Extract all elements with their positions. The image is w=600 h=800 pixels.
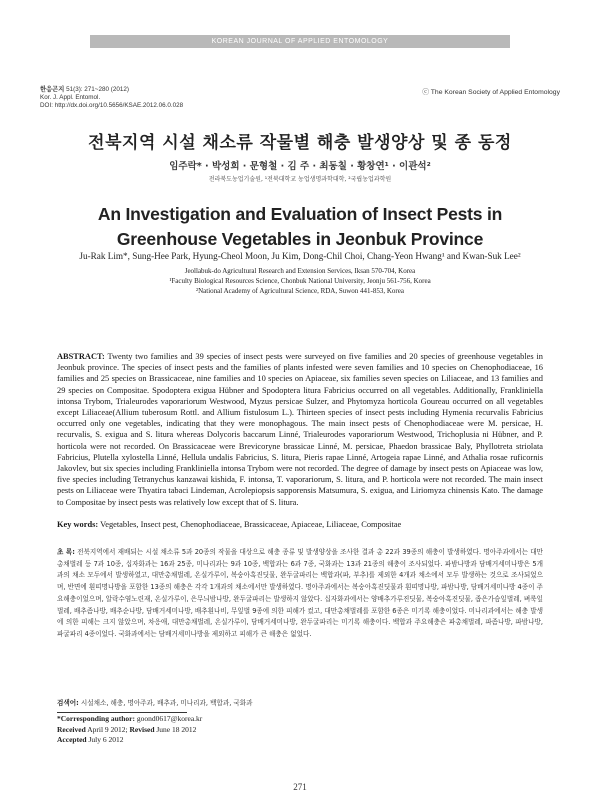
korean-abstract: [57, 547, 543, 641]
copyright-notice: ⓒ The Korean Society of Applied Entomology: [422, 89, 560, 96]
abstract-label: ABSTRACT:: [57, 352, 105, 361]
citation-ko-rest: 51(3): 271~280 (2012): [64, 86, 129, 93]
affiliation-line: ¹Faculty Biological Resources Science, Chonbuk National University, Jeonju 561-756, Korea: [169, 277, 431, 285]
english-authors: Ju-Rak Lim*, Sung-Hee Park, Hyung-Cheol Moon, Ju Kim, Dong-Chil Choi, Chang-Yeon Hwang¹ and Kwan-Suk Lee²: [79, 251, 521, 261]
accepted-label: Accepted: [57, 735, 87, 744]
keywords-label: Key words:: [57, 520, 99, 529]
korean-authors: 임주락* · 박성희 · 문형철 · 김 주 · 최동칠 · 황창연¹ · 이관석²: [169, 161, 431, 172]
revised-date: June 18 2012: [154, 724, 197, 734]
korean-abstract-label: 초 록:: [57, 548, 75, 556]
korean-keywords: [57, 697, 543, 707]
abstract: [57, 351, 543, 508]
received-label: Received: [57, 724, 86, 734]
corresponding-email[interactable]: goond0617@korea.kr: [135, 714, 203, 723]
affiliation-line: ²National Academy of Agricultural Science, RDA, Suwon 441-853, Korea: [196, 287, 404, 295]
received-date: April 9 2012;: [85, 724, 130, 734]
english-title: An Investigation and Evaluation of Insect Pests in Greenhouse Vegetables in Jeonbuk Province: [97, 204, 503, 249]
doi-link[interactable]: DOI: http://dx.doi.org/10.5656/KSAE.2012.06.0.028: [40, 102, 184, 109]
journal-header-band: [90, 35, 510, 48]
english-affiliations: [0, 266, 600, 296]
accepted-date: July 6 2012: [86, 735, 124, 744]
journal-name: KOREAN JOURNAL OF APPLIED ENTOMOLOGY: [211, 38, 389, 45]
korean-affiliations: 전라북도농업기술원, ¹전북대학교 농업생명과학대학, ²국립농업과학원: [208, 176, 392, 183]
citation-en: Kor. J. Appl. Entomol.: [40, 94, 101, 101]
citation-ko-label: 한응곤지: [40, 86, 65, 93]
page-number: 271: [293, 782, 307, 792]
corresponding-label: *Corresponding author:: [57, 714, 135, 723]
korean-keywords-label: 검색어:: [57, 699, 79, 707]
affiliation-line: Jeollabuk-do Agricultural Research and Extension Services, Iksan 570-704, Korea: [184, 267, 416, 275]
footnote-divider: [57, 712, 187, 713]
revised-label: Revised: [129, 724, 155, 734]
abstract-text: Twenty two families and 39 species of insect pests were surveyed on five families and 20 species of greenhouse vegetables in Jeonbuk province. The species of insect pests and the families of plants infested were seven families and 10 species on Chenophodiaceae, 16 families and 25 species on Brassicaceae, nine families and 10 species on Apiaceae, six families seven species on Liliaceae, and 13 families and 29 species on Compositae. Spodoptera exigua Hübner and Spodoptera litura Fabricius occurred on all vegetables. Additionally, Frankliniella intonsa Trybom, Trialeurodes vaporariorum Westwood, Myzus persicae Sulzer, and Phytomyza horticola Goureau occurred on all vegetables except Liliaceae(Allium tuberosum Rottl. and Allium fistulosum L.). Thirteen species of insect pests including Hymenia recurvalis Fabricius occurred only one vegetables, indicating that they were monophagous. The main insect pests of Chenophodiaceae were M. persicae, H. recurvalis, S. exigua and S. litura whereas Dolycoris baccarum Linné, Trialeurodes vaporariorum Westwood, Trichoplusia ni Hübner, and P. horticola were not recorded. On Brassicaceae were Brevicoryne brassicae Linné, M. persicae, Phaedon brassicae Baly, Phyllotreta striolata Fabricius, Plutella xylostella Linné, Hellula undalis Fabricius, S. litura, Pieris rapae Linné, Artogeia rapae Linné, and Athalia rosae ruficornis Jakovlev, but six species including Frankliniella intonsa Trybom were not recorded. The degree of damage by insect pests on Apiaceae was low, five species including Tetranychus kanzawai kishida, F. intonsa, T. vaporariorum, S. litura, and P. horticola were not recorded. The main insect pests on Liliaceae were Thyatira tabaci Lindeman, Acrolepiopsis sapporensis Matsumura, S. exigua, and Liriomyza chinensis Kato. The damage to Compositae by insect pests was relatively low except that of S. litura.: [57, 352, 543, 507]
footnote: [57, 714, 202, 746]
keywords-text: Vegetables, Insect pest, Chenophodiaceae, Brassicaceae, Apiaceae, Liliaceae, Compositae: [98, 520, 402, 529]
korean-title: 전북지역 시설 채소류 작물별 해충 발생양상 및 종 동정: [88, 133, 512, 153]
keywords: [57, 519, 543, 530]
citation-block: [40, 86, 183, 110]
korean-keywords-text: 시설채소, 해충, 명아주과, 배추과, 미나리과, 백합과, 국화과: [78, 699, 253, 707]
korean-abstract-text: 전북지역에서 재배되는 시설 채소류 5과 20종의 작물을 대상으로 해충 종류 및 발생양상을 조사한 결과 총 22과 39종의 해충이 발생하였다. 명아주과에서는 대만총채벌레 등 7과 10종, 십자화과는 16과 25종, 미나리과는 9과 10종, 백합과는 6과 7종, 국화과는 13과 21종의 해충이 조사되었다. 파밤나방과 담배거세미나방은 5개 과의 채소 모두에서 발생하였고, 대만총채벌레, 온실가루이, 복숭아혹진딧물, 완두굴파리는 백합과(파, 부추)를 제외한 4개과 채소에서 모두 발생하는 것으로 조사되었으며, 반면에 흰띠명나방을 포함한 13종의 해충은 각각 1개과의 채소에서만 발생하였다. 명아주과에서는 복숭아혹진딧물과 흰띠명나방, 파밤나방, 담배거세미나방 4종이 주요해충이었으며, 알락수염노린재, 온실가루이, 은무늬밤나방, 완두굴파리는 발생하지 않았다. 십자화과에서는 양배추가루진딧물, 복숭아혹진딧물, 좁은가슴잎벌레, 벼룩잎벌레, 배추좀나방, 배추순나방, 담배거세미나방, 배추흰나비, 무잎벌 9종에 의한 피해가 컸고, 대만총채벌레를 포함한 6종은 미기록 해충이었다. 미나리과에서는 해충 발생에 의한 피해는 크지 않았으며, 차응애, 대만총채벌레, 온실가루이, 담배거세미나방, 완두굴파리는 미기록 해충이다. 백합과 주요해충은 파총채벌레, 파좀나방, 파밤나방, 파굴파리 4종이었다. 국화과에서는 담배거세미나방을 제외하고 피해가 큰 해충은 없었다.: [57, 548, 543, 638]
